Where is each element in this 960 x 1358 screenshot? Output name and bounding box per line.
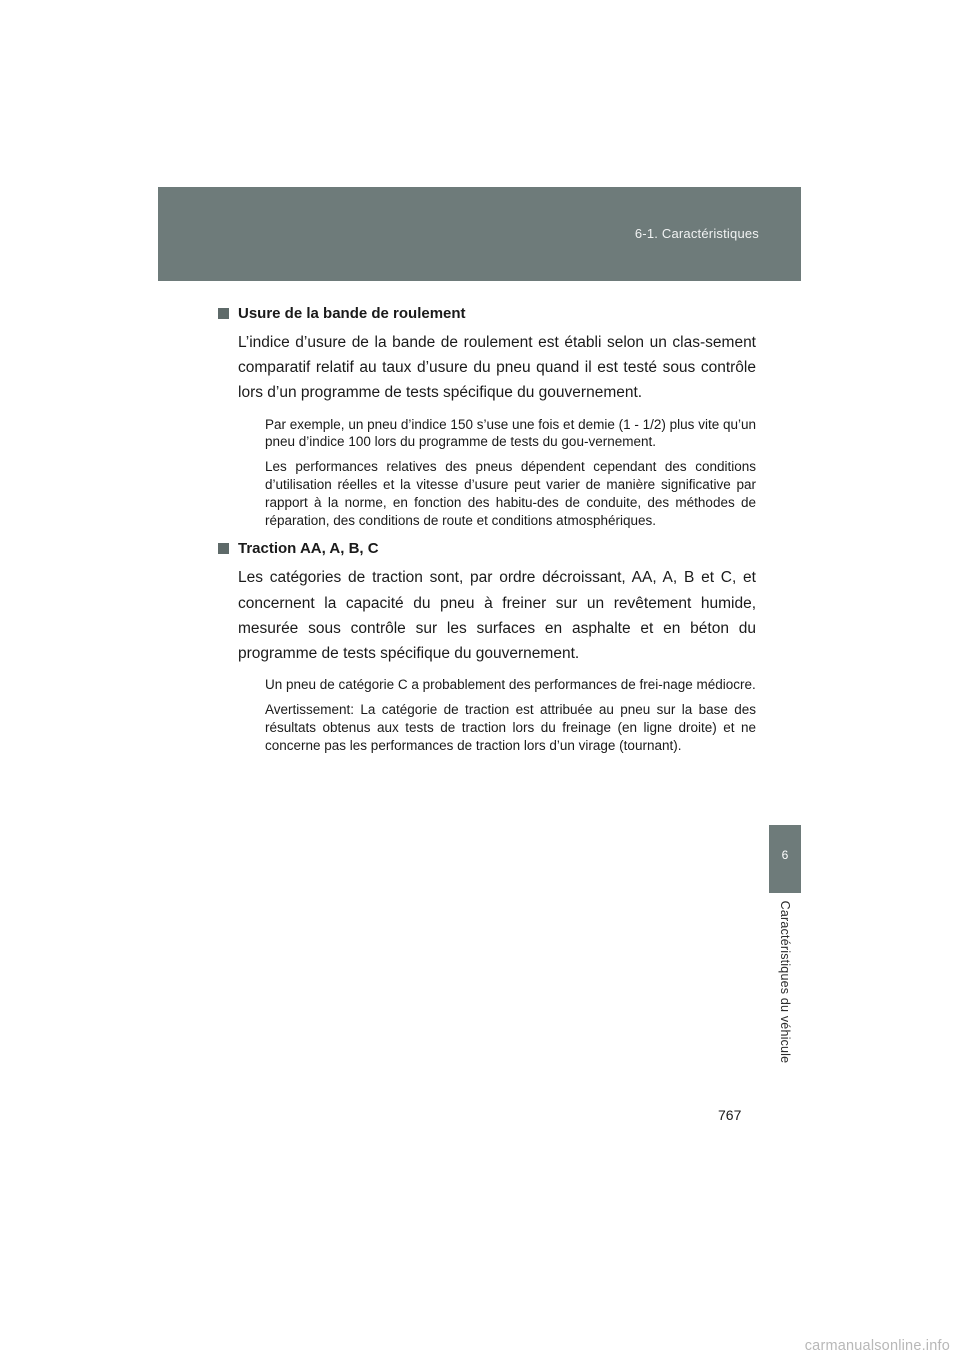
square-bullet-icon (218, 543, 229, 554)
heading-text: Usure de la bande de roulement (238, 305, 466, 322)
note-paragraph: Les performances relatives des pneus dépendent cependant des conditions d’utilisation réelles et la vitesse d’usure peut varier de manière significative par rapport à la norme, en fonction des habitu-des de conduite, des méthodes de réparation, des conditions de route et conditions atmosphériques. (265, 459, 756, 528)
section-heading (218, 539, 756, 559)
page-number: 767 (718, 1107, 742, 1123)
body-paragraph: Les catégories de traction sont, par ordre décroissant, AA, A, B et C, et concernent la capacité du pneu à freiner sur un revêtement humide, mesurée sous contrôle sur les surfaces en asphalte et en béton du programme de tests spécifique du gouvernement. (238, 569, 756, 662)
header-band (158, 187, 801, 281)
body-paragraph: L’indice d’usure de la bande de roulement est établi selon un clas-sement comparatif relatif au taux d’usure du pneu quand il est testé sous contrôle lors d’un programme de tests spécifique du gouvernement. (238, 334, 756, 402)
note-paragraph: Avertissement: La catégorie de traction est attribuée au pneu sur la base des résultats obtenus aux tests de traction lors du freinage (en ligne droite) et ne concerne pas les performances de traction lors d’un virage (tournant). (265, 702, 756, 753)
heading-text: Traction AA, A, B, C (238, 540, 379, 558)
square-bullet-icon (218, 308, 229, 319)
section-heading (218, 304, 756, 324)
chapter-number: 6 (781, 848, 789, 862)
section-tread-wear (238, 304, 756, 529)
chapter-tab (769, 825, 801, 893)
note-paragraph: Par exemple, un pneu d’indice 150 s’use une fois et demie (1 - 1/2) plus vite qu’un pneu d’indice 100 lors du programme de tests du gou-vernement. (265, 416, 756, 450)
chapter-label: Caractéristiques du véhicule (778, 900, 792, 1064)
watermark: carmanualsonline.info (804, 1338, 950, 1354)
note-paragraph: Un pneu de catégorie C a probablement des performances de frei-nage médiocre. (265, 677, 756, 693)
section-label: 6-1. Caractéristiques (634, 226, 759, 241)
section-traction (238, 539, 756, 754)
page-content (238, 304, 756, 764)
